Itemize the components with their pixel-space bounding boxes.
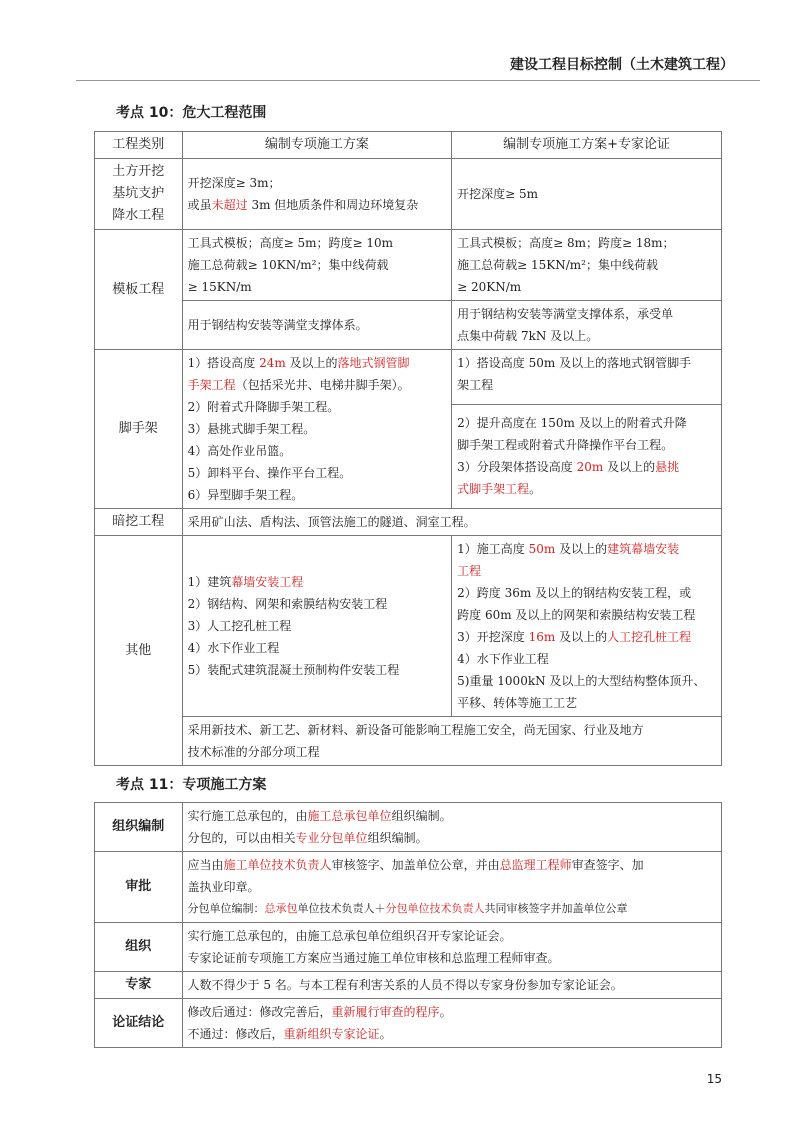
content-cell <box>182 972 721 999</box>
highlight: 总承包 <box>264 902 298 915</box>
category-cell: 脚手架 <box>95 350 183 509</box>
text-line: 盖执业印章。 <box>187 880 260 894</box>
highlight: 20m <box>576 460 604 475</box>
highlight: 工程 <box>457 564 482 578</box>
text-line: 3）悬挑式脚手架工程。 <box>187 422 316 436</box>
text-line: 开挖深度≥ 5m <box>457 187 539 201</box>
text-line: 5)重量 1000kN 及以上的大型结构整体顶升、 <box>457 674 706 688</box>
col-header-category: 工程类别 <box>95 132 183 159</box>
text-line: 2）附着式升降脚手架工程。 <box>187 400 340 414</box>
text-line: 分包的，可以由相关专业分包单位组织编制。 <box>187 831 428 845</box>
category-cell: 专家 <box>95 972 183 999</box>
text-line: 平移、转体等施工工艺 <box>457 696 578 710</box>
expert-cell <box>452 159 722 230</box>
highlight: 专业分包单位 <box>295 831 368 845</box>
text-line: 5）卸料平台、操作平台工程。 <box>187 466 352 480</box>
text-line: 实行施工总承包的，由施工总承包单位组织编制。 <box>187 809 452 823</box>
table-row-organize <box>95 923 722 972</box>
col-header-plan: 编制专项施工方案 <box>182 132 452 159</box>
text-line: 2）钢结构、网架和索膜结构安装工程 <box>187 597 388 611</box>
table-row-formwork-2 <box>95 301 722 350</box>
hazard-scope-table <box>94 131 722 766</box>
category-line: 基坑支护 <box>112 186 165 201</box>
text-line: 1）建筑幕墙安装工程 <box>187 575 304 589</box>
highlight: 式脚手架工程 <box>457 482 530 497</box>
table-row-earthwork <box>95 159 722 230</box>
table-row-scaffold <box>95 350 722 405</box>
category-cell: 组织 <box>95 923 183 972</box>
table-row-other <box>95 536 722 717</box>
text-line: 工具式模板；高度≥ 8m；跨度≥ 18m； <box>457 236 675 250</box>
text-line: 跨度 60m 及以上的网架和索膜结构安装工程 <box>457 608 696 622</box>
content-cell <box>182 923 721 972</box>
highlight: 施工总承包单位 <box>307 809 392 823</box>
text-line: 6）异型脚手架工程。 <box>187 488 304 502</box>
plan-cell <box>182 159 452 230</box>
text-line: 施工总荷载≥ 15KN/m²；集中线荷载 <box>457 258 658 272</box>
highlight: 悬挑 <box>655 460 680 475</box>
text-line: 点集中荷载 7kN 及以上。 <box>457 329 599 343</box>
text-line: 1）施工高度 50m 及以上的建筑幕墙安装 <box>457 542 680 556</box>
text-line: 4）高处作业吊篮。 <box>187 444 292 458</box>
text-line: 开挖深度≥ 3m； <box>187 176 281 190</box>
text-line: 架工程 <box>457 378 494 392</box>
text-line <box>457 560 716 582</box>
text-line: 3）分段架体搭设高度 20m 及以上的悬挑 <box>457 460 680 475</box>
expert-cell <box>452 404 722 508</box>
text-line: 手架工程（包括采光井、电梯井脚手架）。 <box>187 378 410 392</box>
text-line: 或虽未超过 3m 但地质条件和周边环境复杂 <box>187 198 419 212</box>
table-row-conclusion <box>95 999 722 1048</box>
merged-cell <box>182 717 721 766</box>
page-number: 15 <box>706 1072 722 1086</box>
category-line: 降水工程 <box>112 208 165 223</box>
expert-cell <box>452 536 722 717</box>
text-line: 分包单位编制：总承包单位技术负责人＋分包单位技术负责人共同审核签字并加盖单位公章 <box>187 902 628 915</box>
highlight: 总监理工程师 <box>499 858 572 872</box>
text-line: 不通过：修改后，重新组织专家论证。 <box>187 1027 392 1041</box>
highlight: 施工单位技术负责人 <box>223 858 332 872</box>
expert-cell <box>452 350 722 405</box>
plan-cell <box>182 230 452 301</box>
text-line: 技术标准的分部分项工程 <box>187 745 320 759</box>
table-row-expert <box>95 972 722 999</box>
text-line: 2）跨度 36m 及以上的钢结构安装工程，或 <box>457 586 692 600</box>
plan-cell <box>182 301 452 350</box>
table-row-approve <box>95 852 722 923</box>
section-11-title: 考点 11：专项施工方案 <box>116 777 267 793</box>
table-header-row <box>95 132 722 159</box>
text-line: 工具式模板；高度≥ 5m；跨度≥ 10m <box>187 236 394 250</box>
text-line: 1）搭设高度 50m 及以上的落地式钢管脚手 <box>457 356 692 370</box>
text-line: ≥ 20KN/m <box>457 280 522 294</box>
table-row-org <box>95 803 722 852</box>
highlight: 16m <box>528 630 556 644</box>
category-cell <box>95 159 183 230</box>
text-line: ≥ 15KN/m <box>187 280 252 294</box>
highlight: 未超过 <box>211 198 248 212</box>
plan-cell <box>182 536 452 717</box>
category-cell: 审批 <box>95 852 183 923</box>
text-line: 式脚手架工程。 <box>457 482 542 497</box>
category-cell: 组织编制 <box>95 803 183 852</box>
merged-cell: 采用矿山法、盾构法、顶管法施工的隧道、洞室工程。 <box>182 509 721 536</box>
text-line: 4）水下作业工程 <box>187 641 280 655</box>
highlight: 幕墙安装工程 <box>231 575 304 589</box>
expert-cell <box>452 230 722 301</box>
plan-cell <box>182 350 452 509</box>
category-cell: 暗挖工程 <box>95 509 183 536</box>
highlight: 分包单位技术负责人 <box>385 902 485 915</box>
category-cell: 其他 <box>95 536 183 766</box>
highlight: 重新履行审查的程序 <box>331 1005 440 1019</box>
content-cell <box>182 852 721 923</box>
highlight: 手架工程 <box>187 378 236 392</box>
category-cell: 模板工程 <box>95 230 183 350</box>
text-line: 应当由施工单位技术负责人审核签字、加盖单位公章，并由总监理工程师审查签字、加 <box>187 858 644 872</box>
content-cell <box>182 999 721 1048</box>
category-cell: 论证结论 <box>95 999 183 1048</box>
text-line: 用于钢结构安装等满堂支撑体系，承受单 <box>457 307 674 321</box>
table-row-formwork <box>95 230 722 301</box>
highlight: 重新组织专家论证 <box>283 1027 380 1041</box>
content-cell <box>182 803 721 852</box>
text-line: 3）人工挖孔桩工程 <box>187 619 292 633</box>
highlight: 建筑幕墙安装 <box>607 542 680 556</box>
highlight: 50m <box>528 542 556 556</box>
expert-cell <box>452 301 722 350</box>
text-line: 实行施工总承包的，由施工总承包单位组织召开专家论证会。 <box>187 929 512 943</box>
table-row-other-2 <box>95 717 722 766</box>
highlight: 人工挖孔桩工程 <box>607 630 692 644</box>
highlight: 24m <box>259 356 286 370</box>
table-row-tunnel <box>95 509 722 536</box>
category-line: 土方开挖 <box>112 164 165 179</box>
highlight: 落地式钢管脚 <box>337 356 410 370</box>
header-rule <box>76 80 760 81</box>
text-line: 人数不得少于 5 名。与本工程有利害关系的人员不得以专家身份参加专家论证会。 <box>187 978 623 992</box>
text-line: 2）提升高度在 150m 及以上的附着式升降 <box>457 416 687 431</box>
header-title: 建设工程目标控制（土木建筑工程） <box>510 57 734 73</box>
col-header-plan-expert: 编制专项施工方案+专家论证 <box>452 132 722 159</box>
text-line: 1）搭设高度 24m 及以上的落地式钢管脚 <box>187 356 410 370</box>
text-line: 专家论证前专项施工方案应当通过施工单位审核和总监理工程师审查。 <box>187 951 560 965</box>
text-line: 脚手架工程或附着式升降操作平台工程。 <box>457 438 674 453</box>
text-line: 施工总荷载≥ 10KN/m²；集中线荷载 <box>187 258 389 272</box>
text-line: 修改后通过：修改完善后，重新履行审查的程序。 <box>187 1005 452 1019</box>
text-line: 5）装配式建筑混凝土预制构件安装工程 <box>187 663 400 677</box>
section-10-title: 考点 10：危大工程范围 <box>116 105 267 121</box>
text-line: 3）开挖深度 16m 及以上的人工挖孔桩工程 <box>457 630 692 644</box>
text-line: 用于钢结构安装等满堂支撑体系。 <box>187 318 368 332</box>
special-plan-table <box>94 802 722 1048</box>
text-line: 4）水下作业工程 <box>457 652 549 666</box>
text-line: 采用新技术、新工艺、新材料、新设备可能影响工程施工安全，尚无国家、行业及地方 <box>187 723 644 737</box>
